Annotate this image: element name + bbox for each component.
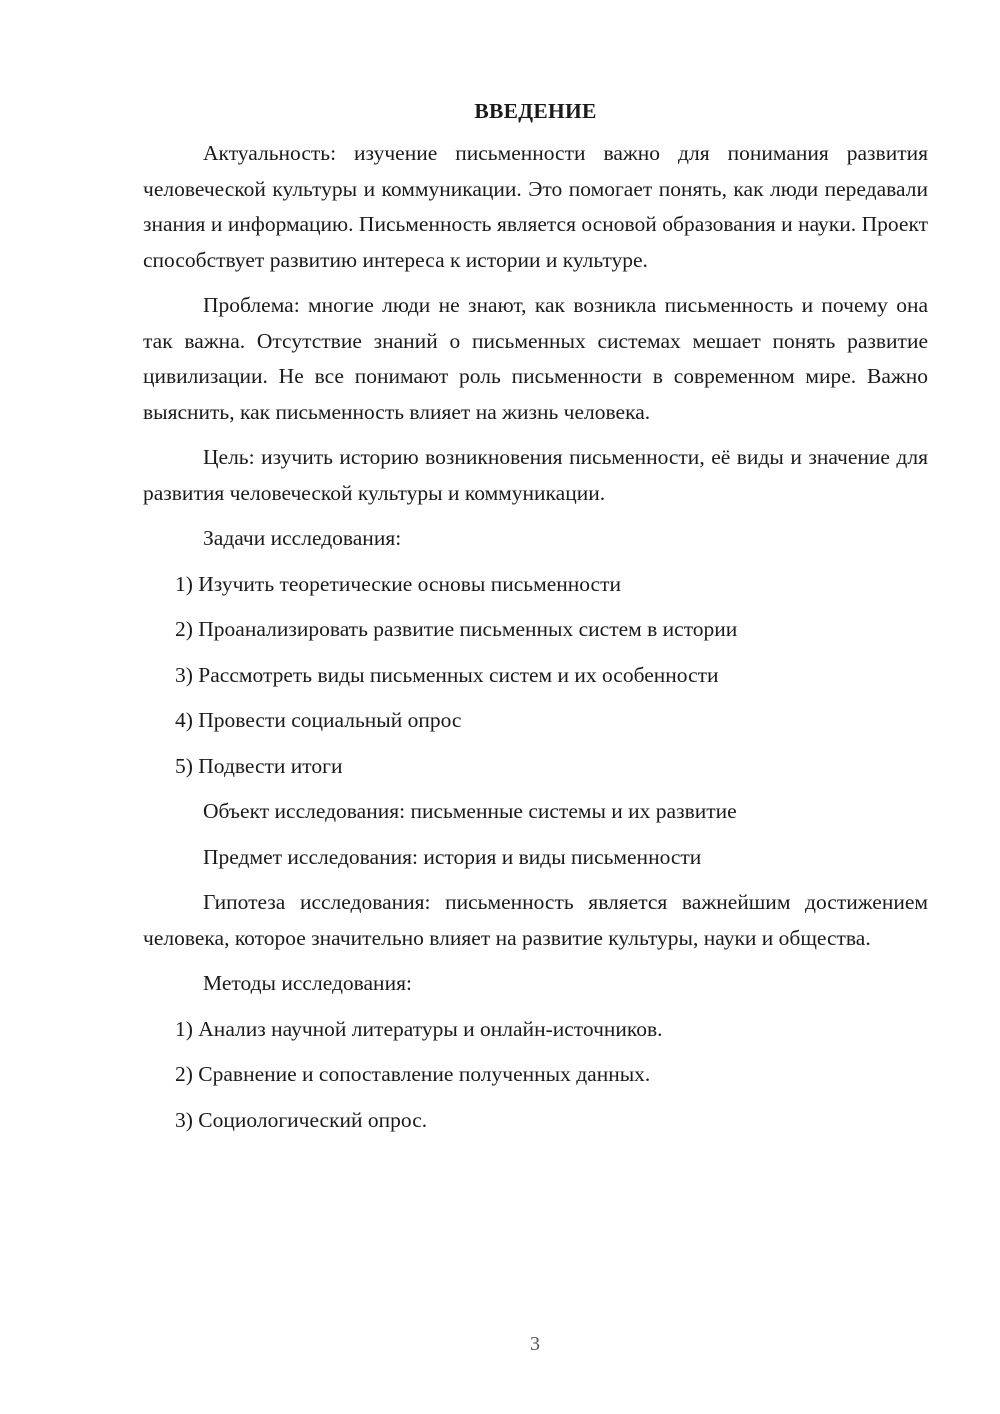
tasks-title: Задачи исследования: bbox=[203, 526, 402, 550]
methods-title: Методы исследования: bbox=[203, 971, 412, 995]
list-item: 3) Рассмотреть виды письменных систем и их особенности bbox=[175, 662, 719, 687]
research-subject: Предмет исследования: история и виды письменности bbox=[203, 844, 702, 869]
section-heading: ВВЕДЕНИЕ bbox=[474, 99, 597, 123]
problem-paragraph: Проблема: многие люди не знают, как возникла письменность и почему она так важна. Отсутствие знаний о письменных системах мешает понять развитие цивилизации. Не все понимают роль письменности в современном мире. Важно выяснить, как письменность влияет на жизнь человека. bbox=[143, 293, 928, 424]
tasks-list bbox=[143, 567, 928, 785]
relevance-paragraph: Актуальность: изучение письменности важно для понимания развития человеческой культуры и коммуникации. Это помогает понять, как люди передавали знания и информацию. Письменность является основой образования и науки. Проект способствует развитию интереса к истории и культуре. bbox=[143, 141, 928, 272]
list-item: 1) Анализ научной литературы и онлайн-источников. bbox=[175, 1016, 663, 1041]
document-page bbox=[143, 96, 928, 1148]
list-item: 5) Подвести итоги bbox=[175, 753, 343, 778]
hypothesis-paragraph: Гипотеза исследования: письменность является важнейшим достижением человека, которое значительно влияет на развитие культуры, науки и общества. bbox=[143, 890, 928, 950]
research-object: Объект исследования: письменные системы и их развитие bbox=[203, 799, 737, 823]
list-item: 4) Провести социальный опрос bbox=[175, 708, 462, 732]
list-item: 3) Социологический опрос. bbox=[175, 1107, 428, 1132]
methods-list bbox=[143, 1012, 928, 1139]
page-number: 3 bbox=[530, 1333, 540, 1355]
list-item: 2) Сравнение и сопоставление полученных данных. bbox=[175, 1062, 651, 1086]
list-item: 1) Изучить теоретические основы письменности bbox=[175, 571, 621, 596]
list-item: 2) Проанализировать развитие письменных систем в истории bbox=[175, 617, 738, 641]
goal-paragraph: Цель: изучить историю возникновения письменности, её виды и значение для развития человеческой культуры и коммуникации. bbox=[143, 445, 928, 505]
